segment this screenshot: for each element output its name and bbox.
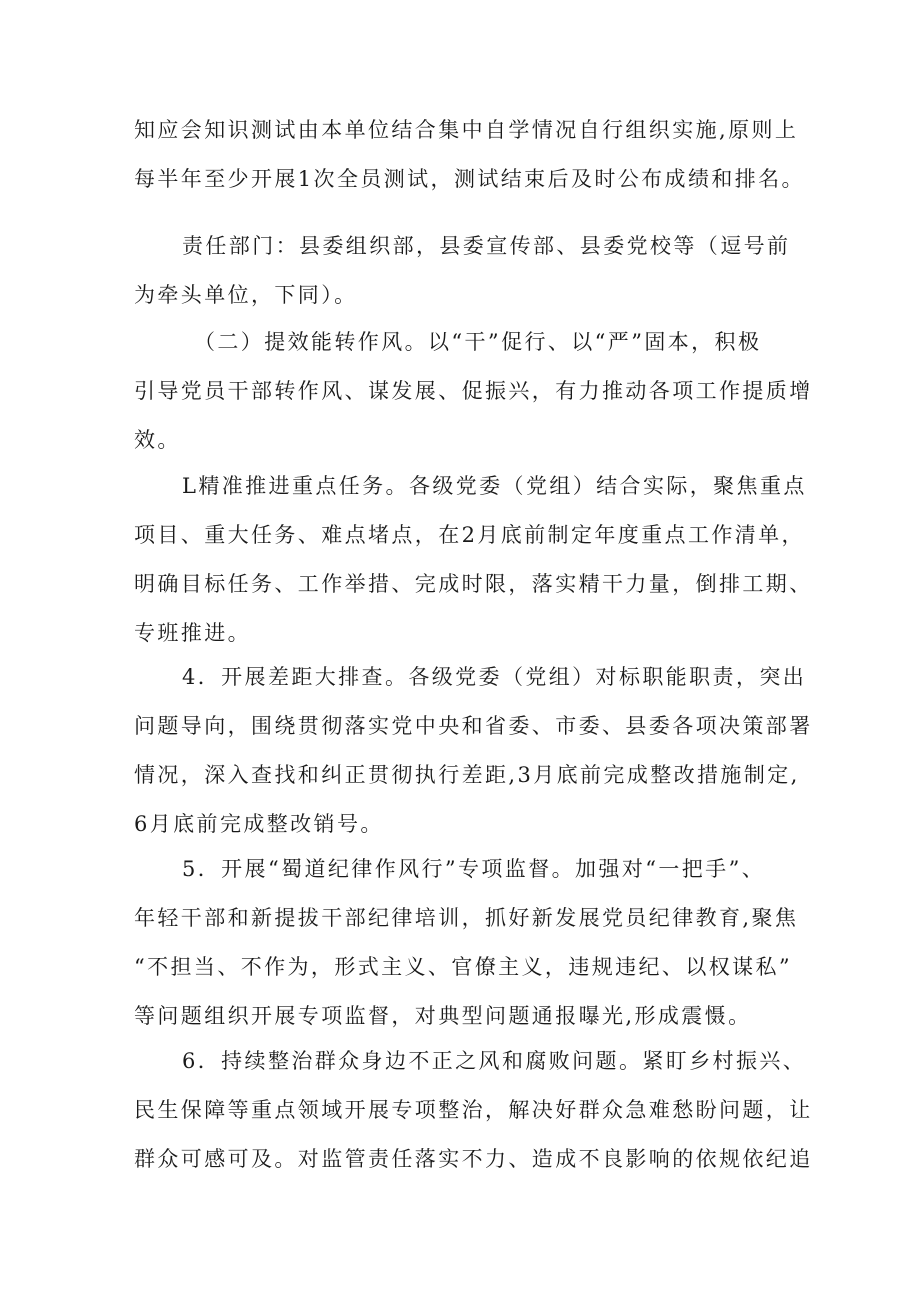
paragraph-line: 效。 <box>134 428 181 452</box>
paragraph-responsible-departments <box>134 222 806 320</box>
paragraph-line: 民生保障等重点领域开展专项整治，解决好群众急难愁盼问题，让 <box>134 1098 813 1122</box>
paragraph-line: 专班推进。 <box>134 621 251 645</box>
item-5-special-supervision <box>134 845 806 1041</box>
paragraph-line: 群众可感可及。对监管责任落实不力、造成不良影响的依规依纪追 <box>134 1147 813 1171</box>
paragraph-line: 情况，深入查找和纠正贯彻执行差距,3月底前完成整改措施制定, <box>134 763 800 787</box>
item-6-rectification <box>134 1037 813 1184</box>
paragraph-line: “不担当、不作为，形式主义、官僚主义，违规违纪、以权谋私” <box>134 955 793 979</box>
item-4-gap-check <box>134 653 813 849</box>
paragraph-line: 项目、重大任务、难点堵点，在2月底前制定年度重点工作清单， <box>134 523 805 547</box>
paragraph-line: 6．持续整治群众身边不正之风和腐败问题。紧盯乡村振兴、 <box>182 1049 807 1073</box>
paragraph-line: 为牵头单位，下同）。 <box>134 283 358 307</box>
paragraph-line: 每半年至少开展1次全员测试，测试结束后及时公布成绩和排名。 <box>134 167 805 191</box>
paragraph-line: 4．开展差距大排查。各级党委（党组）对标职能职责，突出 <box>182 665 807 689</box>
paragraph-line: 6月底前完成整改销号。 <box>134 812 384 836</box>
paragraph-line: 引导党员干部转作风、谋发展、促振兴，有力推动各项工作提质增 <box>134 379 813 403</box>
paragraph-line: 责任部门：县委组织部，县委宣传部、县委党校等（逗号前 <box>182 234 791 258</box>
paragraph-line: 问题导向，围绕贯彻落实党中央和省委、市委、县委各项决策部署 <box>134 714 813 738</box>
paragraph-line: 等问题组织开展专项监督，对典型问题通报曝光,形成震慑。 <box>134 1004 752 1028</box>
paragraph-line: （二）提效能转作风。以“干”促行、以“严”固本，积极 <box>194 330 762 354</box>
item-key-tasks <box>134 462 813 658</box>
section-heading-efficiency-style <box>134 318 813 465</box>
paragraph-line: L精准推进重点任务。各级党委（党组）结合实际，聚焦重点 <box>182 474 807 498</box>
paragraph-self-study-test <box>134 106 806 204</box>
paragraph-line: 明确目标任务、工作举措、完成时限，落实精干力量，倒排工期、 <box>134 572 813 596</box>
paragraph-line: 知应会知识测试由本单位结合集中自学情况自行组织实施,原则上 <box>134 118 799 142</box>
paragraph-line: 5．开展“蜀道纪律作风行”专项监督。加强对“一把手”、 <box>182 857 766 881</box>
paragraph-line: 年轻干部和新提拔干部纪律培训，抓好新发展党员纪律教育,聚焦 <box>134 906 799 930</box>
